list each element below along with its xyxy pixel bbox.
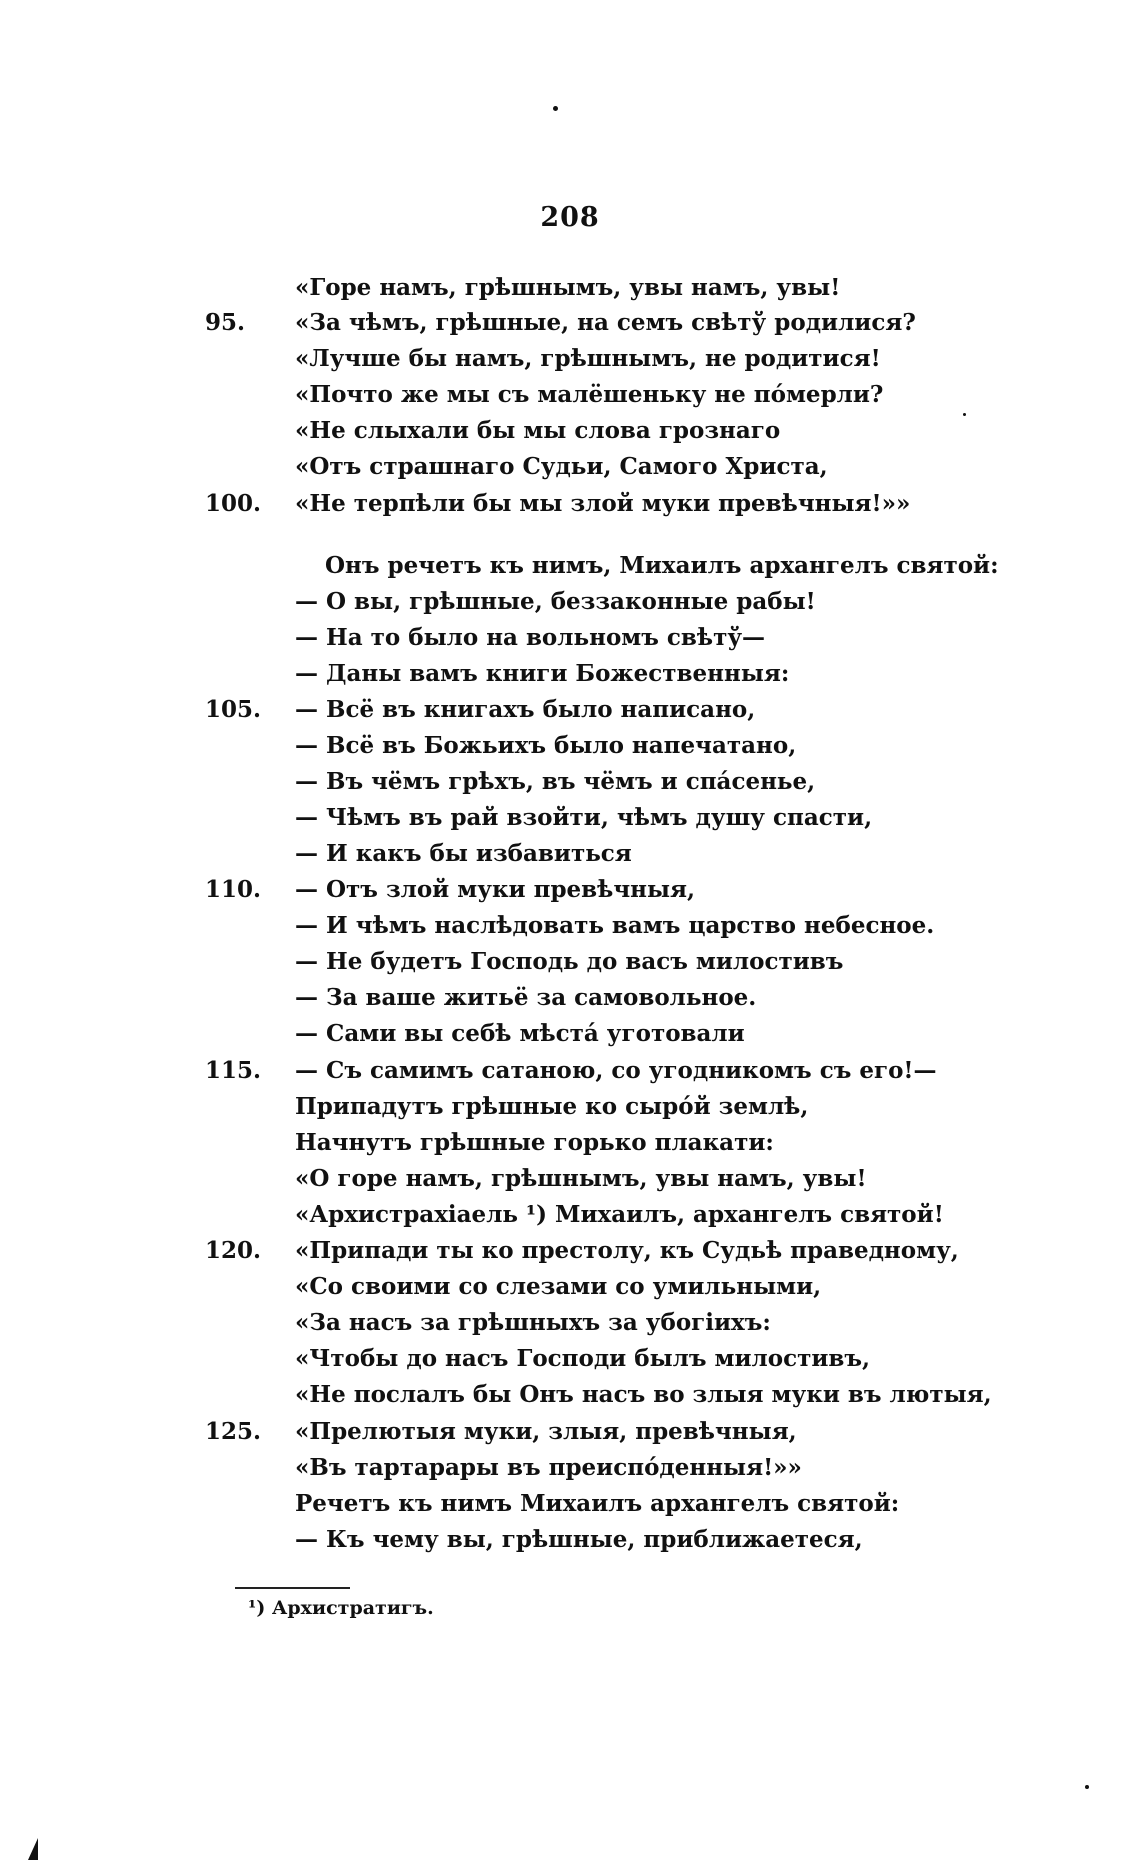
line-number: 120. <box>205 1237 262 1264</box>
line-number: 95. <box>205 309 246 336</box>
line-number: 105. <box>205 696 262 723</box>
scan-speck <box>963 413 966 416</box>
line-text: «Прелютыя муки, злыя, превѣчныя, <box>295 1418 797 1445</box>
line-text: — На то было на вольномъ свѣтў— <box>295 624 766 651</box>
line-text: — Всё въ книгахъ было написано, <box>295 696 756 723</box>
line-number: 100. <box>205 490 262 517</box>
line-text: «За насъ за грѣшныхъ за убогіихъ: <box>295 1309 771 1336</box>
page-number: 208 <box>540 202 600 233</box>
line-text: — За ваше житьё за самовольное. <box>295 984 757 1011</box>
line-text: «Почто же мы съ малёшеньку не пóмерли? <box>295 381 884 408</box>
line-number: 125. <box>205 1418 262 1445</box>
line-text: — Въ чёмъ грѣхъ, въ чёмъ и спáсенье, <box>295 768 816 795</box>
line-text: «Въ тартарары въ преиспóденныя!»» <box>295 1454 802 1481</box>
line-text: Онъ речетъ къ нимъ, Михаилъ архангелъ святой: <box>325 552 999 579</box>
line-text: «Со своими со слезами со умильными, <box>295 1273 822 1300</box>
line-text: — Даны вамъ книги Божественныя: <box>295 660 790 687</box>
line-text: Речетъ къ нимъ Михаилъ архангелъ святой: <box>295 1490 900 1517</box>
line-text: «Лучше бы намъ, грѣшнымъ, не родитися! <box>295 345 881 372</box>
line-text: — И чѣмъ наслѣдовать вамъ царство небесное. <box>295 912 935 939</box>
line-text: — О вы, грѣшные, беззаконные рабы! <box>295 588 816 615</box>
line-text: «Не слыхали бы мы слова грознаго <box>295 417 781 444</box>
line-text: «За чѣмъ, грѣшные, на семъ свѣтў родилися? <box>295 309 916 336</box>
line-text: — Сами вы себѣ мѣстá уготовали <box>295 1020 745 1047</box>
scan-corner-mark <box>28 1838 38 1860</box>
footnote-divider <box>235 1587 350 1589</box>
line-number: 110. <box>205 876 262 903</box>
line-text: — Не будетъ Господь до васъ милостивъ <box>295 948 844 975</box>
line-text: «Чтобы до насъ Господи былъ милостивъ, <box>295 1345 871 1372</box>
line-text: — Чѣмъ въ рай взойти, чѣмъ душу спасти, <box>295 804 873 831</box>
line-text: — Къ чему вы, грѣшные, приближаетеся, <box>295 1526 863 1553</box>
line-text: Припадутъ грѣшные ко сырóй землѣ, <box>295 1093 809 1120</box>
line-text: «Отъ страшнаго Судьи, Самого Христа, <box>295 453 828 480</box>
line-text: «Припади ты ко престолу, къ Судьѣ праведному, <box>295 1237 959 1264</box>
line-text: «Горе намъ, грѣшнымъ, увы намъ, увы! <box>295 274 841 301</box>
line-text: — И какъ бы избавиться <box>295 840 632 867</box>
line-text: Начнутъ грѣшные горько плакати: <box>295 1129 774 1156</box>
line-number: 115. <box>205 1057 262 1084</box>
line-text: «Не терпѣли бы мы злой муки превѣчныя!»» <box>295 490 911 517</box>
line-text: «О горе намъ, грѣшнымъ, увы намъ, увы! <box>295 1165 867 1192</box>
scan-speck <box>1085 1785 1089 1789</box>
line-text: — Отъ злой муки превѣчныя, <box>295 876 696 903</box>
footnote: ¹) Архистратигъ. <box>248 1597 434 1619</box>
line-text: «Архистрахіаель ¹) Михаилъ, архангелъ святой! <box>295 1201 944 1228</box>
line-text: «Не послалъ бы Онъ насъ во злыя муки въ лютыя, <box>295 1381 992 1408</box>
line-text: — Съ самимъ сатаною, со угодникомъ съ его!— <box>295 1057 937 1084</box>
scan-speck <box>553 106 558 111</box>
line-text: — Всё въ Божьихъ было напечатано, <box>295 732 797 759</box>
